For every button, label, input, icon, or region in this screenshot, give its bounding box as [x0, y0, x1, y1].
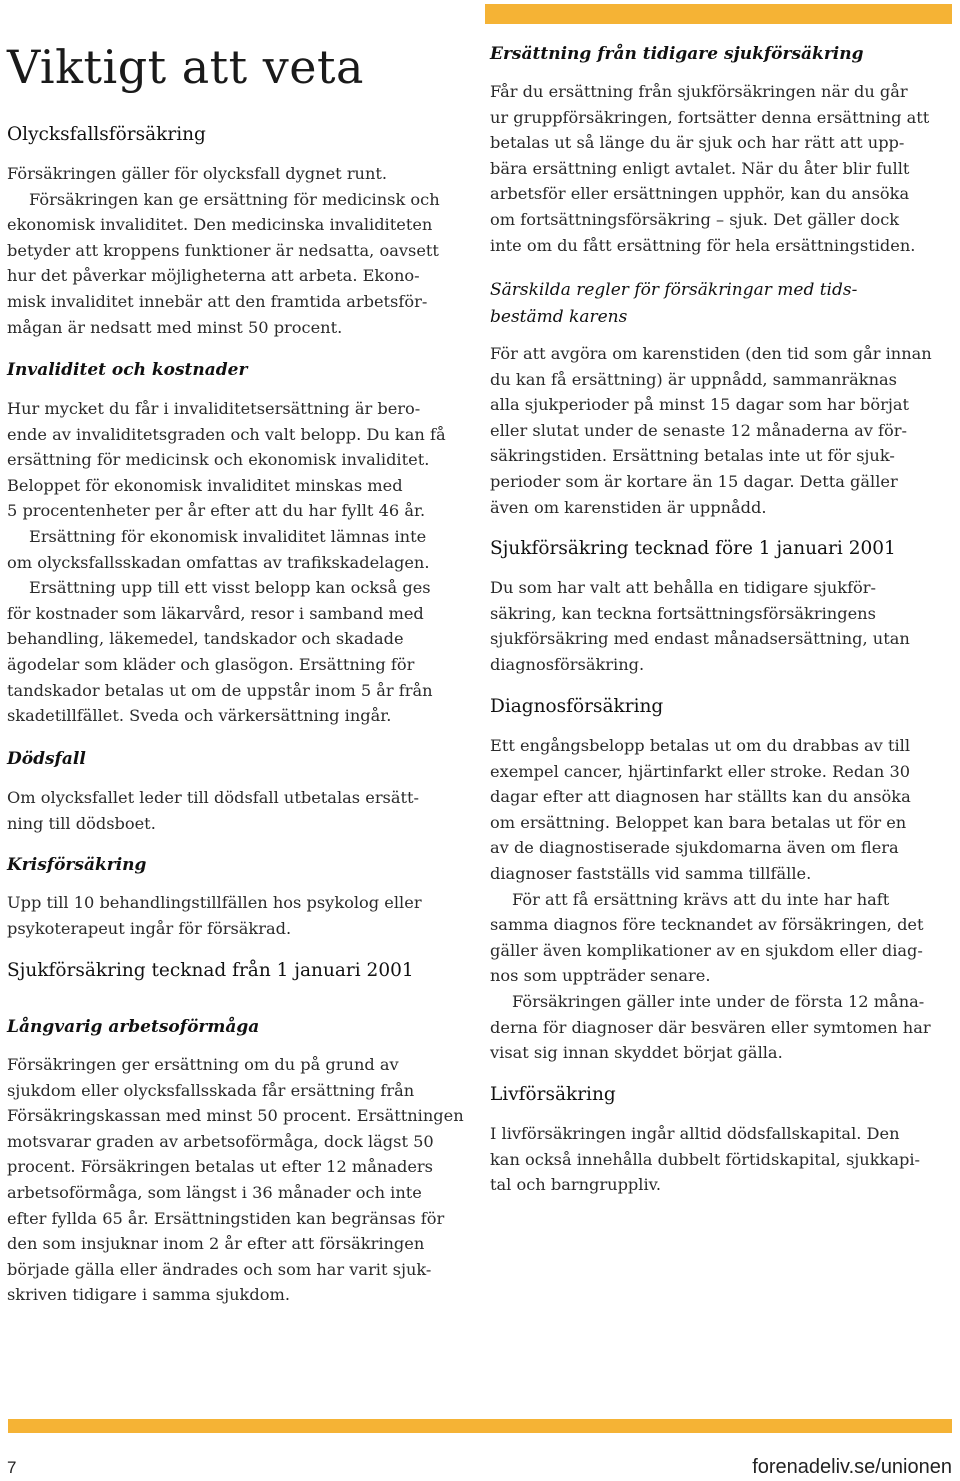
- para-krisforsakring: [7, 890, 422, 941]
- text-line: diagnoser fastställs vid samma tillfälle.: [490, 863, 812, 883]
- heading-line: bestämd karens: [490, 307, 628, 327]
- text-line: Ersättning för ekonomisk invaliditet lämnas inte: [29, 526, 427, 546]
- page-number: 7: [7, 1458, 17, 1477]
- text-line: procent. Försäkringen betalas ut efter 12 månaders: [7, 1157, 433, 1177]
- para-livforsakring: [490, 1121, 920, 1198]
- text-line: hur det påverkar möjligheterna att arbeta. Ekono-: [7, 266, 420, 286]
- heading-line: Särskilda regler för försäkringar med tids-: [490, 280, 858, 300]
- text-line: behandling, läkemedel, tandskador och skadade: [7, 629, 404, 649]
- para-tidigare-sjukforsakring: [490, 79, 929, 258]
- accent-bar-top: [485, 4, 952, 24]
- heading-livforsakring: Livförsäkring: [490, 1084, 616, 1105]
- text-line: kan också innehålla dubbelt förtidskapital, sjukkapi-: [490, 1149, 920, 1169]
- para-sarskilda-regler: [490, 341, 932, 520]
- text-line: den som insjuknar inom 2 år efter att försäkringen: [7, 1234, 425, 1254]
- heading-krisforsakring: Krisförsäkring: [7, 855, 147, 875]
- text-line: samma diagnos före tecknandet av försäkringen, det: [490, 915, 924, 935]
- text-line: bära ersättning enligt avtalet. När du åter blir fullt: [490, 158, 910, 178]
- text-line: Försäkringen kan ge ersättning för medicinsk och: [29, 189, 440, 209]
- para-invaliditet: [7, 396, 446, 729]
- text-line: ning till dödsboet.: [7, 813, 156, 833]
- text-line: psykoterapeut ingår för försäkrad.: [7, 918, 292, 938]
- para-diagnosforsakring: [490, 733, 931, 1066]
- text-line: motsvarar graden av arbetsoförmåga, dock lägst 50: [7, 1131, 434, 1151]
- text-line: ekonomisk invaliditet. Den medicinska invaliditeten: [7, 215, 433, 235]
- para-langvarig: [7, 1052, 464, 1308]
- text-line: arbetsoförmåga, som längst i 36 månader och inte: [7, 1182, 422, 1202]
- text-line: om olycksfallsskadan omfattas av trafikskadelagen.: [7, 552, 430, 572]
- text-line: om fortsättningsförsäkring – sjuk. Det gäller dock: [490, 209, 900, 229]
- heading-sjukforsakring-fran-2001: Sjukförsäkring tecknad från 1 januari 2001: [7, 960, 414, 981]
- text-line: Försäkringskassan med minst 50 procent. Ersättningen: [7, 1106, 464, 1126]
- text-line: nos som uppträder senare.: [490, 966, 711, 986]
- text-line: diagnosförsäkring.: [490, 654, 645, 674]
- text-line: om ersättning. Beloppet kan bara betalas ut för en: [490, 812, 907, 832]
- text-line: ende av invaliditetsgraden och valt belopp. Du kan få: [7, 424, 446, 444]
- page-title: Viktigt att veta: [7, 40, 364, 94]
- text-line: betalas ut så länge du är sjuk och har rätt att upp-: [490, 133, 905, 153]
- text-line: skriven tidigare i samma sjukdom.: [7, 1285, 290, 1305]
- text-line: Ersättning upp till ett visst belopp kan också ges: [29, 578, 431, 598]
- text-line: Beloppet för ekonomisk invaliditet minskas med: [7, 475, 403, 495]
- text-line: dagar efter att diagnosen har ställts kan du ansöka: [490, 787, 911, 807]
- heading-olycksfall: Olycksfallsförsäkring: [7, 124, 206, 145]
- text-line: skadetillfället. Sveda och värkersättning ingår.: [7, 706, 392, 726]
- text-line: Försäkringen ger ersättning om du på grund av: [7, 1055, 399, 1074]
- text-line: du kan få ersättning) är uppnådd, sammanräknas: [490, 369, 897, 389]
- heading-dodsfall: Dödsfall: [7, 749, 86, 769]
- heading-sarskilda-regler: [490, 277, 857, 331]
- text-line: Du som har valt att behålla en tidigare sjukför-: [490, 578, 877, 597]
- para-olycksfall: [7, 161, 440, 340]
- text-line: av de diagnostiserade sjukdomarna även om flera: [490, 838, 899, 858]
- text-line: för kostnader som läkarvård, resor i samband med: [7, 603, 424, 623]
- text-line: ur gruppförsäkringen, fortsätter denna ersättning att: [490, 107, 930, 127]
- text-line: exempel cancer, hjärtinfarkt eller stroke. Redan 30: [490, 761, 911, 781]
- website-link[interactable]: forenadeliv.se/unionen: [752, 1456, 952, 1478]
- text-line: tal och barngruppliv.: [490, 1175, 662, 1195]
- text-line: För att få ersättning krävs att du inte har haft: [512, 889, 890, 909]
- text-line: Ett engångsbelopp betalas ut om du drabbas av till: [490, 736, 911, 755]
- heading-sjukforsakring-fore-2001: Sjukförsäkring tecknad före 1 januari 2001: [490, 538, 896, 559]
- text-line: gäller även komplikationer av en sjukdom eller diag-: [490, 940, 923, 960]
- text-line: misk invaliditet innebär att den framtida arbetsför-: [7, 291, 428, 311]
- heading-diagnosforsakring: Diagnosförsäkring: [490, 696, 664, 717]
- text-line: säkringstiden. Ersättning betalas inte ut för sjuk-: [490, 446, 895, 466]
- text-line: arbetsför eller ersättningen upphör, kan du ansöka: [490, 184, 910, 204]
- para-sjukforsakring-fore-2001: [490, 575, 910, 677]
- text-line: Försäkringen gäller för olycksfall dygnet runt.: [7, 164, 388, 183]
- text-line: I livförsäkringen ingår alltid dödsfallskapital. Den: [490, 1124, 900, 1143]
- text-line: sjukförsäkring med endast månadsersättning, utan: [490, 629, 910, 649]
- text-line: mågan är nedsatt med minst 50 procent.: [7, 317, 343, 337]
- text-line: sjukdom eller olycksfallsskada får ersättning från: [7, 1080, 415, 1100]
- text-line: visat sig innan skyddet börjat gälla.: [490, 1043, 783, 1063]
- heading-tidigare-sjukforsakring: Ersättning från tidigare sjukförsäkring: [490, 44, 864, 64]
- text-line: Upp till 10 behandlingstillfällen hos psykolog eller: [7, 893, 422, 912]
- text-line: säkring, kan teckna fortsättningsförsäkringens: [490, 603, 876, 623]
- text-line: 5 procentenheter per år efter att du har fyllt 46 år.: [7, 501, 426, 521]
- text-line: Får du ersättning från sjukförsäkringen när du går: [490, 82, 908, 101]
- text-line: derna för diagnoser där besvären eller symtomen har: [490, 1017, 931, 1037]
- text-line: eller slutat under de senaste 12 månaderna av för-: [490, 420, 907, 440]
- text-line: inte om du fått ersättning för hela ersättningstiden.: [490, 235, 916, 255]
- heading-invaliditet: Invaliditet och kostnader: [7, 360, 248, 380]
- text-line: Om olycksfallet leder till dödsfall utbetalas ersätt-: [7, 788, 419, 807]
- text-line: Hur mycket du får i invaliditetsersättning är bero-: [7, 399, 421, 418]
- text-line: även om karenstiden är uppnådd.: [490, 497, 767, 517]
- heading-langvarig: Långvarig arbetsoförmåga: [7, 1017, 260, 1037]
- text-line: ersättning för medicinsk och ekonomisk invaliditet.: [7, 450, 430, 470]
- text-line: betyder att kroppens funktioner är nedsatta, oavsett: [7, 240, 439, 260]
- text-line: efter fyllda 65 år. Ersättningstiden kan begränsas för: [7, 1208, 445, 1228]
- para-dodsfall: [7, 785, 419, 836]
- text-line: alla sjukperioder på minst 15 dagar som har börjat: [490, 395, 910, 415]
- text-line: För att avgöra om karenstiden (den tid som går innan: [490, 344, 932, 363]
- accent-bar-bottom: [8, 1419, 952, 1433]
- text-line: perioder som är kortare än 15 dagar. Detta gäller: [490, 471, 898, 491]
- text-line: började gälla eller ändrades och som har varit sjuk-: [7, 1259, 432, 1279]
- text-line: ägodelar som kläder och glasögon. Ersättning för: [7, 654, 415, 674]
- text-line: Försäkringen gäller inte under de första 12 måna-: [512, 991, 925, 1011]
- text-line: tandskador betalas ut om de uppstår inom 5 år från: [7, 680, 433, 700]
